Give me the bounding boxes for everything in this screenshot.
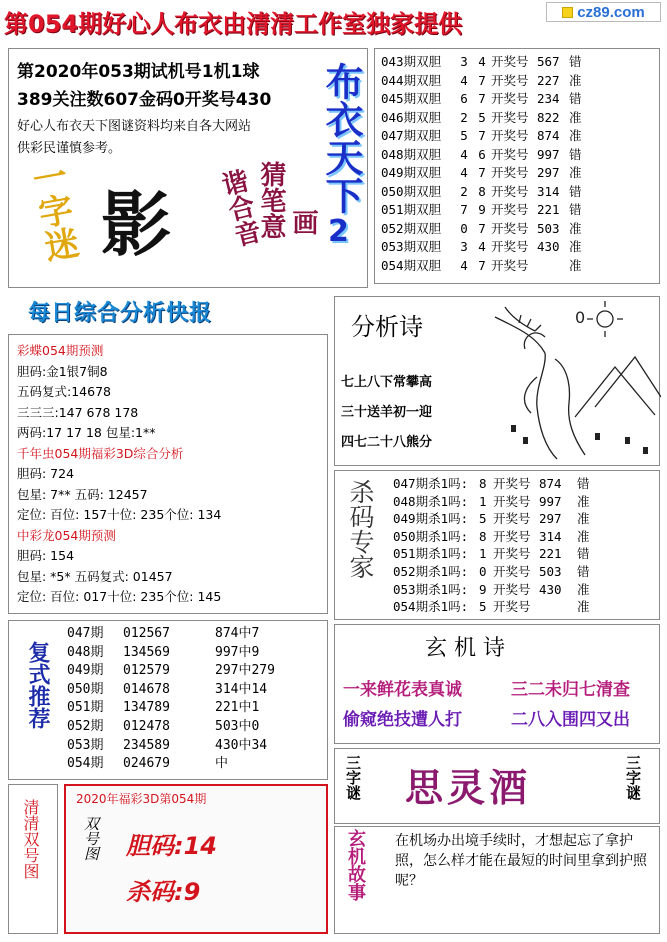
draw-dan-1: 3 <box>460 54 468 69</box>
three-word-left-label: 三字谜 <box>344 755 362 800</box>
kill-heading: 杀码专家 <box>346 479 375 579</box>
draw-period: 051期双胆 <box>381 202 442 217</box>
poem-panel <box>334 296 660 466</box>
recommend-cell-p: 053期 <box>67 737 104 753</box>
dan-code-label: 胆码:14 <box>126 832 217 860</box>
focus-number-line: 389关注数607金码0开奖号430 <box>17 90 272 110</box>
draw-table-row <box>381 183 653 202</box>
kill-cell-p: 054期杀1吗: <box>393 599 469 615</box>
draw-table-row <box>381 72 653 91</box>
three-word-riddle-panel <box>334 748 660 824</box>
kill-cell-r: 准 <box>577 511 590 527</box>
draw-period: 054期双胆 <box>381 257 442 273</box>
poem-line-2: 三十送羊初一迎 <box>341 405 433 420</box>
draw-dan-1: 6 <box>460 91 468 106</box>
recommend-cell-c: 012579 <box>123 663 170 679</box>
kill-cell-n: 1 <box>479 493 487 509</box>
draw-result: 准 <box>569 220 582 236</box>
kill-cell-v: 997 <box>539 493 562 509</box>
kill-cell-v: 874 <box>539 476 562 491</box>
draw-dan-2: 8 <box>478 183 486 199</box>
kill-cell-r: 准 <box>577 599 590 615</box>
draw-dan-1: 4 <box>460 72 468 88</box>
poem-line-1: 七上八下常攀高 <box>341 375 433 390</box>
draw-result: 错 <box>569 91 582 106</box>
kill-cell-r: 准 <box>577 493 590 509</box>
recommend-cell-c: 012567 <box>123 626 170 641</box>
draw-period: 050期双胆 <box>381 183 442 199</box>
kill-cell-v: 430 <box>539 581 562 597</box>
xuanji-line-1b: 三二未归七清查 <box>511 680 630 700</box>
draw-dan-2: 7 <box>478 128 486 143</box>
draw-period: 052期双胆 <box>381 220 442 236</box>
analysis-line: 两码:17 17 18 包星:1** <box>17 425 156 440</box>
riddle-hint-1: 谐合音 <box>215 166 264 250</box>
three-word-main: 思灵酒 <box>405 766 532 810</box>
draw-table-row <box>381 164 653 183</box>
draw-number: 430 <box>537 239 560 254</box>
double-chart-left-label: 双号图 <box>82 816 100 861</box>
double-chart-panel <box>64 784 328 934</box>
draw-dan-1: 4 <box>460 165 468 180</box>
draw-table-row <box>381 109 653 128</box>
analysis-line: 五码复式:14678 <box>17 384 111 399</box>
draw-dan-2: 7 <box>478 165 486 180</box>
kill-cell-n: 9 <box>479 581 487 597</box>
kill-cell-l: 开奖号 <box>493 476 531 491</box>
recommend-cell-c: 234589 <box>123 737 170 753</box>
recommend-cell-c: 134789 <box>123 700 170 716</box>
draw-dan-2: 7 <box>478 257 486 273</box>
recommend-cell-p: 052期 <box>67 718 104 734</box>
draw-label: 开奖号 <box>491 202 529 217</box>
kill-cell-n: 1 <box>479 546 487 562</box>
intro-panel <box>8 48 368 288</box>
recommend-cell-c: 012478 <box>123 718 170 734</box>
draw-number: 221 <box>537 202 560 217</box>
recommend-cell-r: 314中14 <box>215 681 268 697</box>
recommend-cell-r: 430中34 <box>215 737 268 753</box>
kill-cell-v: 503 <box>539 563 562 579</box>
draw-result: 错 <box>569 146 582 162</box>
riddle-hint-3: 画 <box>288 209 318 235</box>
kill-cell-v: 314 <box>539 528 562 544</box>
draw-period: 047期双胆 <box>381 128 442 143</box>
draw-period: 049期双胆 <box>381 165 442 180</box>
xuanji-line-2a: 偷窥绝技遭人打 <box>343 710 462 730</box>
recommend-row <box>67 718 315 737</box>
draw-period: 045期双胆 <box>381 91 442 106</box>
kill-cell-n: 5 <box>479 511 487 527</box>
draw-table-row <box>381 53 653 72</box>
recommend-cell-r: 中 <box>215 756 229 772</box>
draw-number: 822 <box>537 109 560 125</box>
story-panel <box>334 826 660 934</box>
poem-illustration <box>475 297 661 465</box>
analysis-panel <box>8 334 328 614</box>
draw-result: 错 <box>569 202 582 217</box>
analysis-line: 定位: 百位: 017十位: 235个位: 145 <box>17 589 222 604</box>
kill-cell-v: 221 <box>539 546 562 562</box>
draw-result: 错 <box>569 183 582 199</box>
recommend-cell-r: 297中279 <box>215 663 275 679</box>
draw-period: 046期双胆 <box>381 109 442 125</box>
draw-dan-2: 7 <box>478 220 486 236</box>
draw-dan-2: 9 <box>478 202 486 217</box>
draw-table-row <box>381 201 653 220</box>
draw-period: 044期双胆 <box>381 72 442 88</box>
analysis-line: 定位: 百位: 157十位: 235个位: 134 <box>17 507 222 522</box>
xuanji-panel <box>334 624 660 744</box>
analysis-line: 胆码: 724 <box>17 466 75 481</box>
kill-cell-l: 开奖号 <box>493 493 531 509</box>
xuanji-line-2b: 二八入围四又出 <box>511 710 630 730</box>
poem-heading: 分析诗 <box>351 313 423 341</box>
draw-table-row <box>381 146 653 165</box>
draw-label: 开奖号 <box>491 183 529 199</box>
double-chart-top-label: 2020年福彩3D第054期 <box>76 792 207 806</box>
page-title: 第054期好心人布衣由清清工作室独家提供 <box>4 10 463 38</box>
draw-dan-1: 7 <box>460 202 468 217</box>
recommend-cell-p: 048期 <box>67 644 104 660</box>
kill-table-row <box>393 598 597 616</box>
section-title-zhongcailong: 中彩龙054期预测 <box>17 527 116 543</box>
draw-period: 048期双胆 <box>381 146 442 162</box>
disclaimer-line-2: 供彩民谨慎参考。 <box>17 141 122 156</box>
kill-table-row <box>393 563 597 581</box>
double-chart-side-label: 清清双号图 <box>21 799 40 879</box>
draw-table-row <box>381 220 653 239</box>
recommend-cell-r: 874中7 <box>215 626 260 641</box>
xuanji-heading: 玄 机 诗 <box>425 636 505 661</box>
trial-number-line: 第2020年053期试机号1机1球 <box>17 62 260 82</box>
draw-dan-2: 7 <box>478 72 486 88</box>
daily-report-banner: 每日综合分析快报 <box>28 301 213 326</box>
draw-dan-2: 4 <box>478 239 486 254</box>
draw-table-row <box>381 257 653 276</box>
brand-number: 2 <box>328 214 349 249</box>
section-title-qiannianchong: 千年虫054期福彩3D综合分析 <box>17 445 184 461</box>
recommend-cell-c: 014678 <box>123 681 170 697</box>
brand-text: 布衣天下 <box>319 62 363 214</box>
draw-number: 874 <box>537 128 560 143</box>
riddle-main-character: 影 <box>101 184 171 266</box>
kill-cell-l: 开奖号 <box>493 546 531 562</box>
kill-table-row <box>393 493 597 511</box>
draw-result: 准 <box>569 109 582 125</box>
recommend-row <box>67 699 315 718</box>
analysis-line: 胆码:金1银7铜8 <box>17 363 108 379</box>
draw-dan-1: 3 <box>460 239 468 254</box>
kill-table-row <box>393 581 597 599</box>
recommend-row <box>67 755 315 774</box>
kill-cell-l: 开奖号 <box>493 511 531 527</box>
recommend-cell-c: 134569 <box>123 644 170 660</box>
story-heading: 玄机故事 <box>345 829 366 901</box>
brand-vertical <box>318 62 368 272</box>
kill-cell-p: 049期杀1吗: <box>393 511 469 527</box>
kill-cell-r: 准 <box>577 581 590 597</box>
kill-table-row <box>393 528 597 546</box>
kill-table-row <box>393 475 597 493</box>
draw-number: 234 <box>537 91 560 106</box>
analysis-line: 三三三:147 678 178 <box>17 404 139 420</box>
kill-cell-l: 开奖号 <box>493 563 531 579</box>
draw-number: 997 <box>537 146 560 162</box>
three-word-right-label: 三字谜 <box>624 755 642 800</box>
kill-cell-p: 047期杀1吗: <box>393 476 469 491</box>
draw-number: 567 <box>537 54 560 69</box>
section-title-caidie: 彩蝶054期预测 <box>17 343 104 358</box>
kill-cell-n: 8 <box>479 476 487 491</box>
riddle-hint-2: 猜笔意 <box>256 161 286 239</box>
draw-dan-1: 2 <box>460 109 468 125</box>
kill-number-panel <box>334 470 660 620</box>
draw-label: 开奖号 <box>491 54 529 69</box>
kill-cell-p: 051期杀1吗: <box>393 546 469 562</box>
kill-rows <box>393 475 597 616</box>
draw-dan-1: 4 <box>460 257 468 273</box>
kill-table-row <box>393 510 597 528</box>
draw-dan-2: 7 <box>478 91 486 106</box>
recommend-row <box>67 625 315 644</box>
kill-cell-r: 错 <box>577 476 590 491</box>
recommend-heading: 复式推荐 <box>25 641 50 729</box>
draw-result: 准 <box>569 72 582 88</box>
recommend-cell-p: 047期 <box>67 626 104 641</box>
draw-label: 开奖号 <box>491 239 529 254</box>
draw-number: 227 <box>537 72 560 88</box>
draw-period: 043期双胆 <box>381 54 442 69</box>
draw-label: 开奖号 <box>491 220 529 236</box>
xuanji-line-1a: 一来鲜花表真诚 <box>343 680 462 700</box>
recommend-cell-r: 503中0 <box>215 718 260 734</box>
draw-table-row <box>381 127 653 146</box>
draw-result: 准 <box>569 165 582 180</box>
disclaimer-line-1: 好心人布衣天下图谜资料均来自各大网站 <box>17 119 252 134</box>
sha-code-label: 杀码:9 <box>126 878 201 906</box>
recommend-cell-p: 049期 <box>67 663 104 679</box>
kill-cell-p: 052期杀1吗: <box>393 563 469 579</box>
draw-result: 准 <box>569 128 582 143</box>
kill-cell-l: 开奖号 <box>493 599 531 615</box>
draw-label: 开奖号 <box>491 91 529 106</box>
draw-dan-2: 6 <box>478 146 486 162</box>
draw-number: 503 <box>537 220 560 236</box>
draw-dan-1: 5 <box>460 128 468 143</box>
draw-label: 开奖号 <box>491 109 529 125</box>
draw-label: 开奖号 <box>491 257 529 273</box>
draw-dan-2: 4 <box>478 54 486 69</box>
analysis-line: 胆码: 154 <box>17 548 75 563</box>
kill-cell-n: 5 <box>479 599 487 615</box>
kill-cell-p: 048期杀1吗: <box>393 493 469 509</box>
draw-label: 开奖号 <box>491 165 529 180</box>
recommend-panel <box>8 620 328 780</box>
draw-dan-1: 0 <box>460 220 468 236</box>
kill-cell-p: 050期杀1吗: <box>393 528 469 544</box>
recommend-row <box>67 662 315 681</box>
draw-period: 053期双胆 <box>381 239 442 254</box>
draw-number: 314 <box>537 183 560 199</box>
kill-cell-r: 错 <box>577 563 590 579</box>
kill-cell-l: 开奖号 <box>493 581 531 597</box>
poem-line-3: 四七二十八熊分 <box>341 435 433 450</box>
recommend-cell-p: 050期 <box>67 681 104 697</box>
sun-label: 0 <box>575 308 586 327</box>
draw-label: 开奖号 <box>491 146 529 162</box>
draw-dan-2: 5 <box>478 109 486 125</box>
draw-number: 297 <box>537 165 560 180</box>
story-text: 在机场办出境手续时，才想起忘了拿护照，怎么样才能在最短的时间里拿到护照呢？ <box>395 833 647 889</box>
draw-table-row <box>381 90 653 109</box>
analysis-line: 包星: 7** 五码: 12457 <box>17 486 148 502</box>
draw-label: 开奖号 <box>491 128 529 143</box>
recommend-cell-r: 997中9 <box>215 644 260 660</box>
kill-cell-r: 错 <box>577 546 590 562</box>
recommend-cell-p: 051期 <box>67 700 104 716</box>
kill-cell-r: 准 <box>577 528 590 544</box>
draw-dan-1: 2 <box>460 183 468 199</box>
recommend-cell-p: 054期 <box>67 756 104 772</box>
analysis-line: 包星: *5* 五码复式: 01457 <box>17 568 173 584</box>
draw-table-row <box>381 238 653 257</box>
draw-result: 准 <box>569 257 582 273</box>
draw-label: 开奖号 <box>491 72 529 88</box>
kill-cell-p: 053期杀1吗: <box>393 581 469 597</box>
recommend-rows <box>67 625 315 774</box>
recommend-cell-r: 221中1 <box>215 700 260 716</box>
recommend-row <box>67 644 315 663</box>
kill-cell-l: 开奖号 <box>493 528 531 544</box>
draw-history-table <box>374 48 660 284</box>
draw-result: 准 <box>569 239 582 254</box>
recommend-row <box>67 681 315 700</box>
recommend-cell-c: 024679 <box>123 756 170 772</box>
kill-cell-n: 8 <box>479 528 487 544</box>
riddle-word-label: 一字迷 <box>23 157 81 265</box>
double-chart-side-panel <box>8 784 58 934</box>
draw-result: 错 <box>569 54 582 69</box>
kill-cell-v: 297 <box>539 511 562 527</box>
watermark-text: cz89.com <box>577 3 645 21</box>
draw-dan-1: 4 <box>460 146 468 162</box>
kill-cell-n: 0 <box>479 563 487 579</box>
recommend-row <box>67 737 315 756</box>
kill-table-row <box>393 545 597 563</box>
